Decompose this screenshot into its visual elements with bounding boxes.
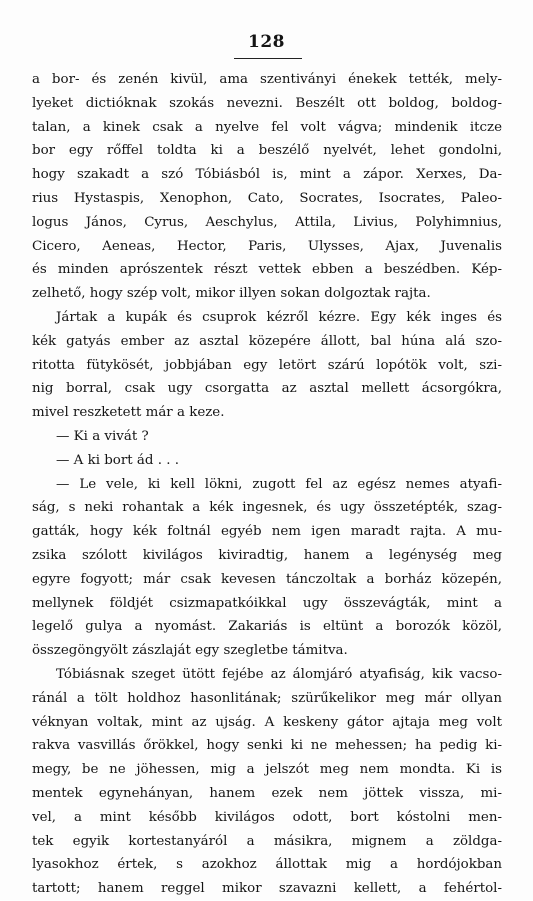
text-line: — Le vele, ki kell lökni, zugott fel az egész nemes atyafi- [56, 476, 502, 492]
text-line: bor egy rőffel toldta ki a beszélő nyelvét, lehet gondolni, [32, 143, 502, 159]
text-line: lyasokhoz értek, s azokhoz állottak mig a hordójokban [32, 857, 502, 873]
text-line: Jártak a kupák és csuprok kézről kézre. Egy kék inges és [56, 309, 502, 325]
text-line: logus János, Cyrus, Aeschylus, Attila, Livius, Polyhimnius, [32, 214, 502, 230]
text-line: kék gatyás ember az asztal közepére állott, bal húna alá szo- [32, 333, 502, 349]
text-line: legelő gulya a nyomást. Zakariás is eltünt a borozók közöl, [32, 619, 502, 635]
text-line: gatták, hogy kék foltnál egyéb nem igen maradt rajta. A mu- [32, 524, 502, 540]
text-line: hogy szakadt a szó Tóbiásból is, mint a zápor. Xerxes, Da- [32, 167, 502, 183]
text-line: ritotta fütykösét, jobbjában egy letört szárú lopótök volt, szi- [32, 357, 502, 373]
text-line: tartott; hanem reggel mikor szavazni kellett, a fehértol- [32, 881, 502, 897]
text-line: ság, s neki rohantak a kék ingesnek, és ugy összetépték, szag- [32, 500, 502, 516]
text-line: Cicero, Aeneas, Hector, Paris, Ulysses, Ajax, Juvenalis [32, 238, 502, 254]
text-line: véknyan voltak, mint az ujság. A keskeny gátor ajtaja meg volt [32, 714, 502, 730]
text-line: mivel reszketett már a keze. [32, 405, 225, 421]
text-line: lyeket dictióknak szokás nevezni. Beszélt ott boldog, boldog- [32, 95, 502, 111]
text-line: egyre fogyott; már csak kevesen tánczoltak a borház közepén, [32, 571, 502, 587]
text-line: megy, be ne jöhessen, mig a jelszót meg nem mondta. Ki is [32, 762, 502, 778]
text-line: mellynek földjét csizmapatkóikkal ugy összevágták, mint a [32, 595, 502, 611]
text-line: ránál a tölt holdhoz hasonlitának; szürűkelikor meg már ollyan [32, 690, 502, 706]
text-line: zsika szólott kivilágos kiviradtig, hanem a legénység meg [32, 547, 502, 563]
body-text [32, 68, 502, 901]
text-line: a bor- és zenén kivül, ama szentiványi énekek tették, mely- [32, 72, 502, 87]
text-line: összegöngyölt zászlaját egy szegletbe támitva. [32, 643, 348, 659]
text-line: nig borral, csak ugy csorgatta az asztal mellett ácsorgókra, [32, 381, 502, 397]
page-number: 128 [248, 32, 285, 52]
text-line: rius Hystaspis, Xenophon, Cato, Socrates, Isocrates, Paleo- [32, 190, 502, 206]
text-line: vel, a mint később kivilágos odott, bort kóstolni men- [32, 809, 502, 825]
text-line: mentek egynehányan, hanem ezek nem jöttek vissza, mi- [32, 785, 502, 801]
header-rule [234, 58, 302, 59]
text-line: — A ki bort ád . . . [56, 452, 179, 468]
text-line: tek egyik kortestanyáról a másikra, mignem a zöldga- [32, 833, 502, 849]
text-line: és minden aprószentek részt vettek ebben a beszédben. Kép- [32, 262, 502, 278]
text-line: Tóbiásnak szeget ütött fejébe az álomjáró atyafiság, kik vacso- [56, 666, 502, 682]
text-line: talan, a kinek csak a nyelve fel volt vágva; mindenik itcze [32, 119, 502, 135]
text-line: — Ki a vivát ? [56, 428, 149, 444]
text-line: rakva vasvillás őrökkel, hogy senki ki ne mehessen; ha pedig ki- [32, 738, 502, 754]
text-line: zelhető, hogy szép volt, mikor illyen sokan dolgoztak rajta. [32, 286, 431, 302]
